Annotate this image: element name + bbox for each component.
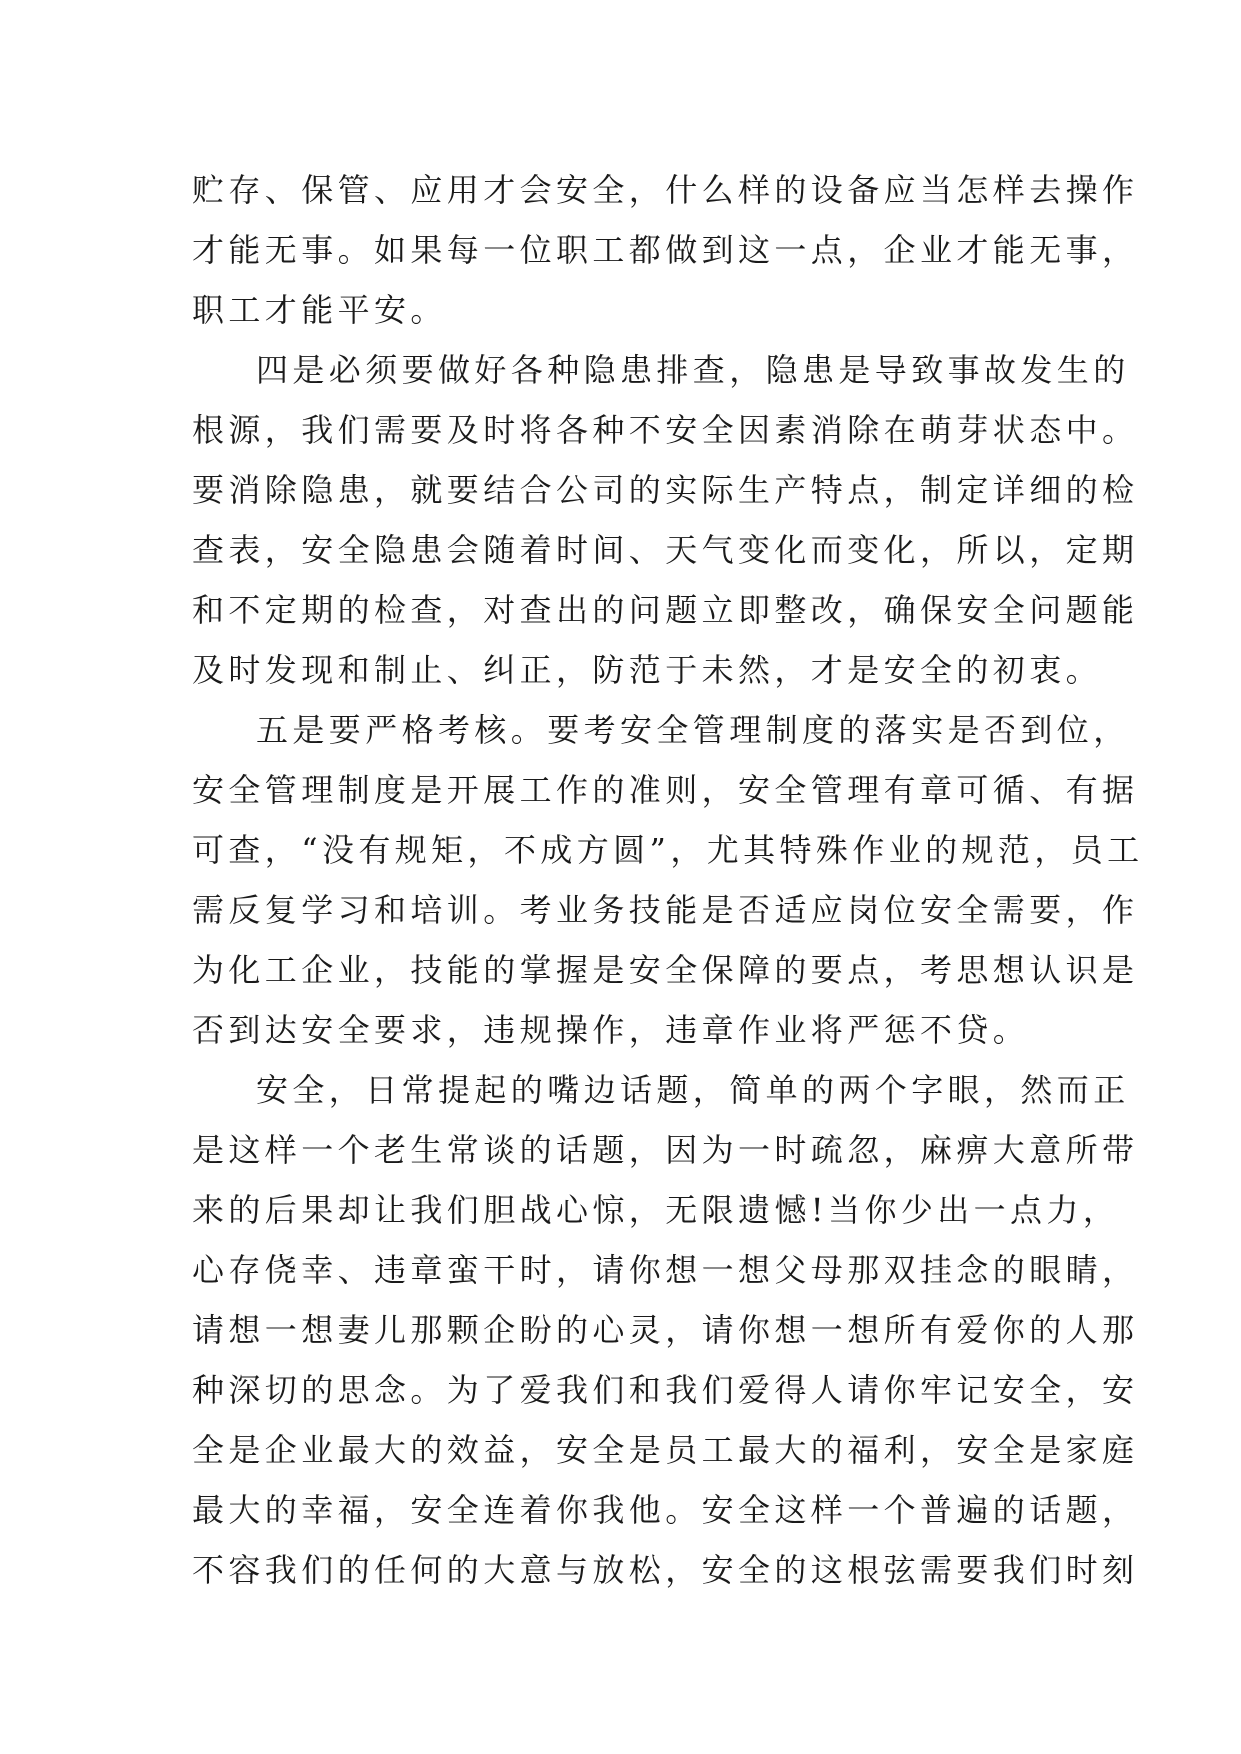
text-line: 贮存、保管、应用才会安全，什么样的设备应当怎样去操作 <box>192 171 1139 209</box>
text-line: 安全，日常提起的嘴边话题，简单的两个字眼，然而正 <box>256 1071 1130 1109</box>
text-line: 否到达安全要求，违规操作，违章作业将严惩不贷。 <box>192 1011 1030 1049</box>
text-line: 需反复学习和培训。考业务技能是否适应岗位安全需要，作 <box>192 891 1139 929</box>
text-line: 为化工企业，技能的掌握是安全保障的要点，考思想认识是 <box>192 951 1139 989</box>
text-line: 职工才能平安。 <box>192 291 447 329</box>
document-page <box>192 160 1144 1600</box>
text-line: 安全管理制度是开展工作的准则，安全管理有章可循、有据 <box>192 771 1139 809</box>
text-line: 及时发现和制止、纠正，防范于未然，才是安全的初衷。 <box>192 651 1103 689</box>
text-line: 可查，“没有规矩，不成方圆”，尤其特殊作业的规范，员工 <box>192 831 1144 869</box>
text-line: 全是企业最大的效益，安全是员工最大的福利，安全是家庭 <box>192 1431 1139 1469</box>
text-line: 心存侥幸、违章蛮干时，请你想一想父母那双挂念的眼睛， <box>192 1251 1139 1289</box>
text-line: 种深切的思念。为了爱我们和我们爱得人请你牢记安全，安 <box>192 1371 1139 1409</box>
text-line: 最大的幸福，安全连着你我他。安全这样一个普遍的话题， <box>192 1491 1139 1529</box>
text-line: 才能无事。如果每一位职工都做到这一点，企业才能无事， <box>192 231 1139 269</box>
text-line: 根源，我们需要及时将各种不安全因素消除在萌芽状态中。 <box>192 411 1139 449</box>
text-line: 和不定期的检查，对查出的问题立即整改，确保安全问题能 <box>192 591 1139 629</box>
text-line: 不容我们的任何的大意与放松，安全的这根弦需要我们时刻 <box>192 1551 1139 1589</box>
text-line: 查表，安全隐患会随着时间、天气变化而变化，所以，定期 <box>192 531 1139 569</box>
text-line: 来的后果却让我们胆战心惊，无限遗憾!当你少出一点力， <box>192 1191 1120 1229</box>
text-line: 是这样一个老生常谈的话题，因为一时疏忽，麻痹大意所带 <box>192 1131 1139 1169</box>
text-line: 四是必须要做好各种隐患排查，隐患是导致事故发生的 <box>256 351 1130 389</box>
text-line: 五是要严格考核。要考安全管理制度的落实是否到位， <box>256 711 1130 749</box>
text-line: 请想一想妻儿那颗企盼的心灵，请你想一想所有爱你的人那 <box>192 1311 1139 1349</box>
text-line: 要消除隐患，就要结合公司的实际生产特点，制定详细的检 <box>192 471 1139 509</box>
